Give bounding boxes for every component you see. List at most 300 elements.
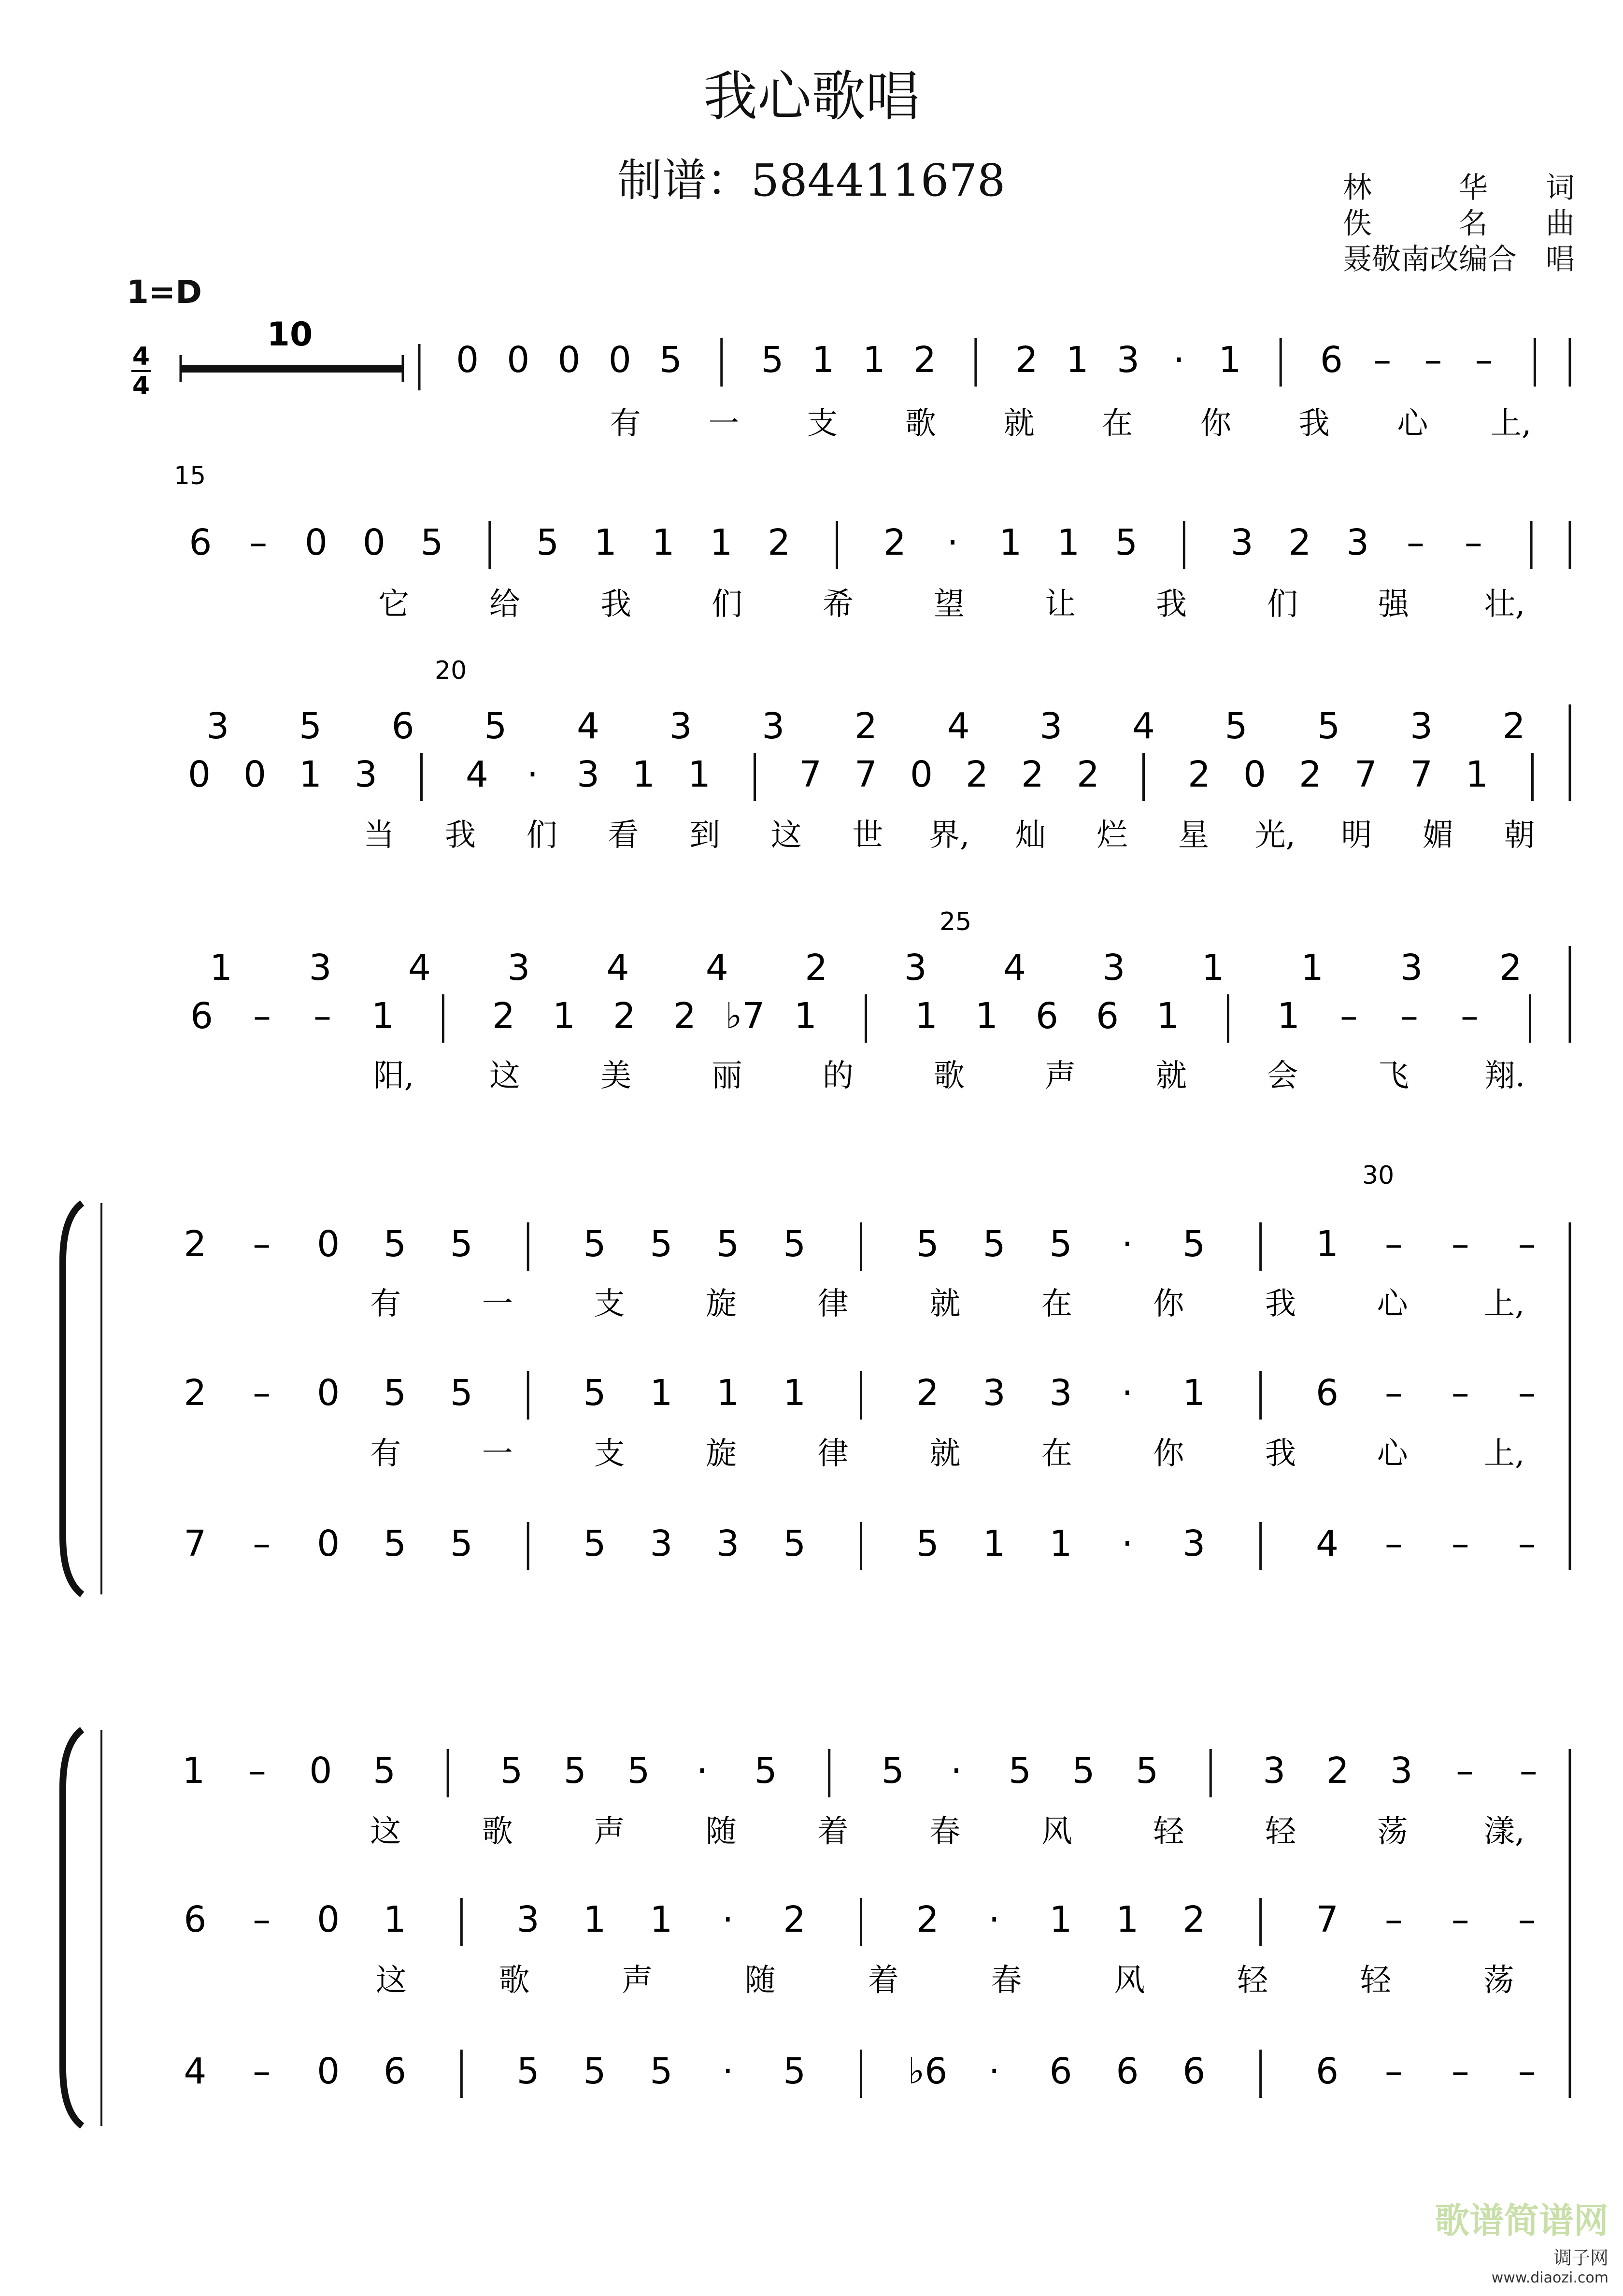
note: 5: [659, 339, 683, 381]
sustain-dash: –: [1451, 2051, 1469, 2092]
time-signature-top: 4: [132, 342, 150, 371]
note: 3: [904, 947, 927, 989]
sustain-dash: –: [253, 1372, 271, 1414]
sustain-dash: –: [1424, 339, 1442, 381]
note: 2: [184, 1372, 207, 1414]
lyric-syllable: 荡: [1483, 1963, 1514, 1998]
note: 5: [583, 1523, 606, 1564]
note: 5: [583, 2051, 606, 2092]
note: 5: [916, 1523, 939, 1564]
lyric-syllable: 它: [378, 587, 409, 622]
lyric-syllable: 光,: [1254, 818, 1296, 853]
lyric-syllable: 强: [1378, 587, 1409, 622]
note: 0: [557, 339, 581, 381]
sustain-dash: –: [1518, 1223, 1536, 1265]
note: 2: [673, 995, 697, 1037]
lyric-syllable: 你: [1153, 1286, 1184, 1322]
lyric-syllable: 们: [526, 818, 557, 853]
note: 2: [1015, 339, 1038, 381]
note: 3: [576, 754, 600, 795]
note: 5: [650, 2051, 673, 2092]
lyric-syllable: 歌: [934, 1058, 965, 1094]
note: 5: [1182, 1223, 1206, 1265]
lyric-syllable: 壮,: [1484, 587, 1525, 622]
note: 1: [783, 1372, 806, 1414]
note: 5: [783, 2051, 806, 2092]
note: 5: [916, 1223, 939, 1265]
note: 0: [243, 754, 267, 795]
note: 1: [716, 1372, 740, 1414]
lyric-syllable: 到: [689, 818, 720, 853]
lyric-syllable: 荡: [1377, 1814, 1408, 1850]
sustain-dash: –: [1461, 995, 1479, 1037]
note: 6: [1315, 2051, 1339, 2092]
time-signature-bottom: 4: [132, 372, 150, 401]
note: 3: [309, 947, 332, 989]
note: 5: [500, 1750, 523, 1792]
note: 2: [1182, 1899, 1206, 1940]
note: 1: [383, 1899, 407, 1940]
lyric-syllable: 漾,: [1484, 1814, 1525, 1850]
note: 4: [1132, 705, 1155, 747]
lyric-syllable: 在: [1041, 1436, 1072, 1472]
note: 5: [982, 1223, 1006, 1265]
lyric-syllable: 心: [1397, 406, 1428, 442]
note: 7: [1354, 754, 1378, 795]
note: 6: [391, 705, 414, 747]
note: 5: [583, 1223, 606, 1265]
note: 5: [783, 1523, 806, 1564]
lyric-syllable: 飞: [1378, 1058, 1409, 1094]
page-subtitle: 制谱：584411678: [617, 155, 1006, 206]
note: 5: [1224, 705, 1248, 747]
note: 1: [552, 995, 576, 1037]
lyric-syllable: 界,: [928, 818, 970, 853]
sustain-dash: –: [1519, 1750, 1538, 1792]
note: 1: [982, 1523, 1006, 1564]
sustain-dash: –: [249, 522, 268, 563]
note: 3: [1400, 947, 1423, 989]
note: 2: [1076, 754, 1100, 795]
note: 0: [304, 522, 328, 563]
note: 3: [1346, 522, 1369, 563]
note: 5: [516, 2051, 540, 2092]
lyric-syllable: 旋: [706, 1436, 737, 1472]
note: 6: [1049, 2051, 1072, 2092]
lyric-syllable: 声: [622, 1963, 653, 1998]
lyric-syllable: 我: [1265, 1436, 1296, 1472]
note: 0: [309, 1750, 332, 1792]
note: 3: [1263, 1750, 1286, 1792]
note: 6: [1116, 2051, 1139, 2092]
sustain-dash: –: [1384, 1899, 1403, 1940]
lyric-syllable: 上,: [1490, 406, 1532, 442]
note: 0: [187, 754, 211, 795]
lyric-syllable: 有: [370, 1436, 401, 1472]
sustain-dash: –: [253, 1223, 271, 1265]
note: 2: [916, 1372, 939, 1414]
note: 6: [383, 2051, 407, 2092]
note: 1: [371, 995, 395, 1037]
augmentation-dot: ·: [947, 522, 958, 563]
lyric-syllable: 星: [1178, 818, 1209, 853]
lyric-syllable: 我: [1298, 406, 1330, 442]
lyric-syllable: 这: [770, 818, 802, 853]
note: 5: [383, 1223, 407, 1265]
lyric-syllable: 们: [712, 587, 742, 622]
note: 0: [317, 1899, 340, 1940]
note: 2: [783, 1899, 806, 1940]
note: 5: [536, 522, 559, 563]
note: 3: [1230, 522, 1253, 563]
lyric-syllable: 就: [929, 1436, 961, 1472]
lyric-syllable: 美: [600, 1058, 631, 1094]
note: 5: [563, 1750, 586, 1792]
note: 3: [650, 1523, 673, 1564]
augmentation-dot: ·: [951, 1750, 962, 1792]
note: 6: [189, 522, 212, 563]
augmentation-dot: ·: [696, 1750, 708, 1792]
note: 7: [854, 754, 878, 795]
sustain-dash: –: [1451, 1523, 1469, 1564]
credit-role: 曲: [1546, 207, 1575, 241]
note: 1: [1218, 339, 1241, 381]
lyric-syllable: 你: [1200, 406, 1231, 442]
note: 5: [881, 1750, 904, 1792]
lyric-syllable: 一: [708, 406, 740, 442]
measure-number: 20: [435, 656, 467, 685]
sustain-dash: –: [248, 1750, 266, 1792]
lyric-syllable: 歌: [498, 1963, 530, 1998]
note: 3: [1039, 705, 1063, 747]
note: 2: [965, 754, 989, 795]
note: 1: [914, 995, 938, 1037]
lyric-syllable: 一: [482, 1436, 513, 1472]
lyric-syllable: 当: [363, 818, 395, 853]
lyric-syllable: 世: [852, 818, 883, 853]
sustain-dash: –: [313, 995, 331, 1037]
lyric-syllable: 着: [817, 1814, 849, 1850]
note: 3: [354, 754, 378, 795]
note: 2: [1298, 754, 1322, 795]
note: 1: [299, 754, 322, 795]
note: 0: [507, 339, 530, 381]
note: 4: [705, 947, 729, 989]
note: 1: [1182, 1372, 1206, 1414]
note: 0: [910, 754, 933, 795]
lyric-syllable: 声: [1045, 1058, 1076, 1094]
note: 0: [362, 522, 385, 563]
sustain-dash: –: [1384, 1223, 1403, 1265]
lyric-syllable: 就: [1156, 1058, 1187, 1094]
lyric-syllable: 在: [1041, 1286, 1072, 1322]
note: 2: [492, 995, 515, 1037]
lyric-syllable: 看: [608, 818, 639, 853]
note: 5: [299, 705, 322, 747]
sustain-dash: –: [1451, 1899, 1469, 1940]
credit-role: 词: [1546, 171, 1575, 205]
lyric-syllable: 翔.: [1484, 1058, 1525, 1094]
watermark-logo-text: 歌谱简谱网: [1434, 2200, 1609, 2241]
sustain-dash: –: [1475, 339, 1493, 381]
watermark: [1435, 2193, 1609, 2286]
sustain-dash: –: [1384, 2051, 1403, 2092]
note: 2: [1499, 947, 1522, 989]
lyric-syllable: 给: [489, 587, 520, 622]
note: 1: [1315, 1223, 1339, 1265]
lyric-syllable: 春: [929, 1814, 961, 1850]
note: 6: [190, 995, 214, 1037]
lyric-syllable: 轻: [1265, 1814, 1296, 1850]
lyric-syllable: 会: [1267, 1058, 1298, 1094]
credit-name: 林 华: [1343, 171, 1488, 205]
note: 3: [669, 705, 692, 747]
note: 3: [1102, 947, 1125, 989]
lyric-syllable: 轻: [1360, 1963, 1391, 1998]
note: 3: [1182, 1523, 1206, 1564]
note: 5: [383, 1523, 407, 1564]
lyric-syllable: 春: [991, 1963, 1022, 1998]
note: 7: [1409, 754, 1433, 795]
augmentation-dot: ·: [1122, 1523, 1133, 1564]
note: 5: [716, 1223, 740, 1265]
note: 5: [450, 1223, 473, 1265]
note: 7: [184, 1523, 207, 1564]
lyric-syllable: 一: [482, 1286, 513, 1322]
note: 2: [612, 995, 636, 1037]
note: 2: [1502, 705, 1525, 747]
note: 0: [608, 339, 631, 381]
lyric-syllable: 烂: [1096, 818, 1128, 853]
lyric-syllable: 心: [1377, 1286, 1408, 1322]
note: 1: [862, 339, 885, 381]
note: 5: [783, 1223, 806, 1265]
lyric-syllable: 这: [370, 1814, 401, 1850]
lyric-syllable: 望: [934, 587, 965, 622]
note: 5: [1317, 705, 1340, 747]
lyric-syllable: 支: [807, 406, 838, 442]
lyric-syllable: 就: [1003, 406, 1035, 442]
credit-name: 佚 名: [1343, 207, 1488, 241]
note: 2: [1326, 1750, 1349, 1792]
note: ♭7: [725, 995, 765, 1037]
note: ♭6: [908, 2051, 948, 2092]
note: 0: [456, 339, 479, 381]
credit-role: 唱: [1546, 243, 1575, 276]
lyric-syllable: 声: [594, 1814, 625, 1850]
note: 2: [184, 1223, 207, 1265]
lyric-syllable: 希: [823, 587, 854, 622]
note: 5: [450, 1523, 473, 1564]
note: 2: [913, 339, 937, 381]
augmentation-dot: ·: [722, 2051, 734, 2092]
note: 1: [652, 522, 675, 563]
note: 5: [583, 1372, 606, 1414]
lyric-syllable: 阳,: [373, 1058, 414, 1094]
note: 5: [373, 1750, 396, 1792]
lyric-syllable: 律: [817, 1436, 849, 1472]
key-signature: 1=D: [127, 273, 202, 311]
lyric-syllable: 朝: [1504, 818, 1535, 853]
augmentation-dot: ·: [1122, 1223, 1133, 1265]
lyric-syllable: 让: [1045, 587, 1076, 622]
note: 2: [1187, 754, 1211, 795]
lyric-syllable: 我: [600, 587, 631, 622]
note: 1: [650, 1372, 673, 1414]
note: 0: [317, 1372, 340, 1414]
system-brace: [63, 1730, 82, 2126]
note: 1: [687, 754, 711, 795]
lyric-syllable: 这: [489, 1058, 520, 1094]
sustain-dash: –: [1451, 1223, 1469, 1265]
note: 5: [650, 1223, 673, 1265]
note: 6: [1320, 339, 1343, 381]
sustain-dash: –: [1384, 1523, 1403, 1564]
lyric-syllable: 有: [370, 1286, 401, 1322]
lyric-syllable: 支: [594, 1436, 625, 1472]
lyric-syllable: 着: [868, 1963, 899, 1998]
watermark-site-name: 调子网: [1553, 2247, 1609, 2268]
note: 1: [1057, 522, 1080, 563]
sustain-dash: –: [1384, 1372, 1403, 1414]
lyric-syllable: 风: [1114, 1963, 1145, 1998]
note: 0: [317, 2051, 340, 2092]
note: 1: [1465, 754, 1489, 795]
lyric-syllable: 们: [1267, 587, 1298, 622]
sustain-dash: –: [1518, 1523, 1536, 1564]
note: 0: [1243, 754, 1267, 795]
credit-name: 聂敬南改编合: [1343, 243, 1517, 276]
note: 1: [1049, 1523, 1072, 1564]
lyric-syllable: 我: [1156, 587, 1187, 622]
sustain-dash: –: [1464, 522, 1482, 563]
lyric-syllable: 有: [610, 406, 641, 442]
note: 3: [716, 1523, 740, 1564]
lyric-syllable: 歌: [482, 1814, 513, 1850]
note: 3: [507, 947, 530, 989]
watermark-url: www.diaozi.com: [1491, 2269, 1609, 2286]
note: 5: [484, 705, 507, 747]
augmentation-dot: ·: [722, 1899, 734, 1940]
augmentation-dot: ·: [988, 1899, 1000, 1940]
note: 4: [184, 2051, 207, 2092]
sustain-dash: –: [1407, 522, 1425, 563]
note: 3: [516, 1899, 540, 1940]
note: 2: [768, 522, 791, 563]
augmentation-dot: ·: [1122, 1372, 1133, 1414]
note: 5: [1115, 522, 1138, 563]
lyric-syllable: 心: [1377, 1436, 1408, 1472]
note: 6: [1035, 995, 1059, 1037]
lyric-syllable: 这: [375, 1963, 407, 1998]
note: 3: [1390, 1750, 1413, 1792]
multi-rest-count: 10: [267, 316, 313, 354]
note: 7: [798, 754, 822, 795]
note: 6: [1182, 2051, 1206, 2092]
sustain-dash: –: [1518, 1899, 1536, 1940]
note: 2: [1021, 754, 1044, 795]
lyric-syllable: 的: [823, 1058, 854, 1094]
note: 4: [606, 947, 629, 989]
sustain-dash: –: [1373, 339, 1392, 381]
note: 4: [465, 754, 489, 795]
note: 1: [632, 754, 655, 795]
note: 1: [794, 995, 817, 1037]
sustain-dash: –: [253, 995, 271, 1037]
lyric-syllable: 灿: [1015, 818, 1046, 853]
note: 3: [1117, 339, 1140, 381]
note: 2: [883, 522, 906, 563]
note: 1: [210, 947, 233, 989]
note: 3: [982, 1372, 1006, 1414]
lyric-syllable: 明: [1341, 818, 1372, 853]
note: 4: [408, 947, 431, 989]
lyric-syllable: 轻: [1237, 1963, 1268, 1998]
page-title: 我心歌唱: [703, 65, 920, 128]
lyric-syllable: 风: [1041, 1814, 1072, 1850]
note: 5: [1008, 1750, 1032, 1792]
note: 1: [1277, 995, 1300, 1037]
note: 0: [317, 1223, 340, 1265]
note: 5: [1049, 1223, 1072, 1265]
note: 7: [1315, 1899, 1339, 1940]
sustain-dash: –: [1456, 1750, 1474, 1792]
note: 1: [583, 1899, 606, 1940]
sustain-dash: –: [1518, 1372, 1536, 1414]
lyric-syllable: 丽: [712, 1058, 742, 1094]
augmentation-dot: ·: [988, 2051, 1000, 2092]
note: 1: [1301, 947, 1324, 989]
note: 1: [650, 1899, 673, 1940]
sustain-dash: –: [1451, 1372, 1469, 1414]
note: 6: [1096, 995, 1119, 1037]
augmentation-dot: ·: [1173, 339, 1185, 381]
lyric-syllable: 上,: [1484, 1436, 1525, 1472]
sustain-dash: –: [1400, 995, 1418, 1037]
sustain-dash: –: [253, 1899, 271, 1940]
note: 6: [1315, 1372, 1339, 1414]
note: 3: [206, 705, 229, 747]
note: 5: [1072, 1750, 1095, 1792]
note: 5: [761, 339, 784, 381]
lyric-syllable: 你: [1153, 1436, 1184, 1472]
note: 2: [854, 705, 878, 747]
note: 4: [576, 705, 600, 747]
note: 3: [762, 705, 785, 747]
lyric-syllable: 在: [1102, 406, 1133, 442]
note: 1: [812, 339, 835, 381]
system-brace: [63, 1203, 82, 1594]
note: 1: [710, 522, 733, 563]
note: 5: [383, 1372, 407, 1414]
lyric-syllable: 随: [706, 1814, 737, 1850]
note: 4: [1315, 1523, 1339, 1564]
note: 5: [450, 1372, 473, 1414]
note: 5: [420, 522, 443, 563]
lyric-syllable: 随: [745, 1963, 776, 1998]
note: 1: [975, 995, 998, 1037]
note: 4: [1003, 947, 1026, 989]
note: 3: [1049, 1372, 1072, 1414]
lyric-syllable: 我: [1265, 1286, 1296, 1322]
note: 0: [317, 1523, 340, 1564]
note: 4: [947, 705, 970, 747]
note: 2: [805, 947, 828, 989]
note: 2: [916, 1899, 939, 1940]
lyric-syllable: 支: [594, 1286, 625, 1322]
note: 1: [1201, 947, 1224, 989]
note: 1: [1049, 1899, 1072, 1940]
